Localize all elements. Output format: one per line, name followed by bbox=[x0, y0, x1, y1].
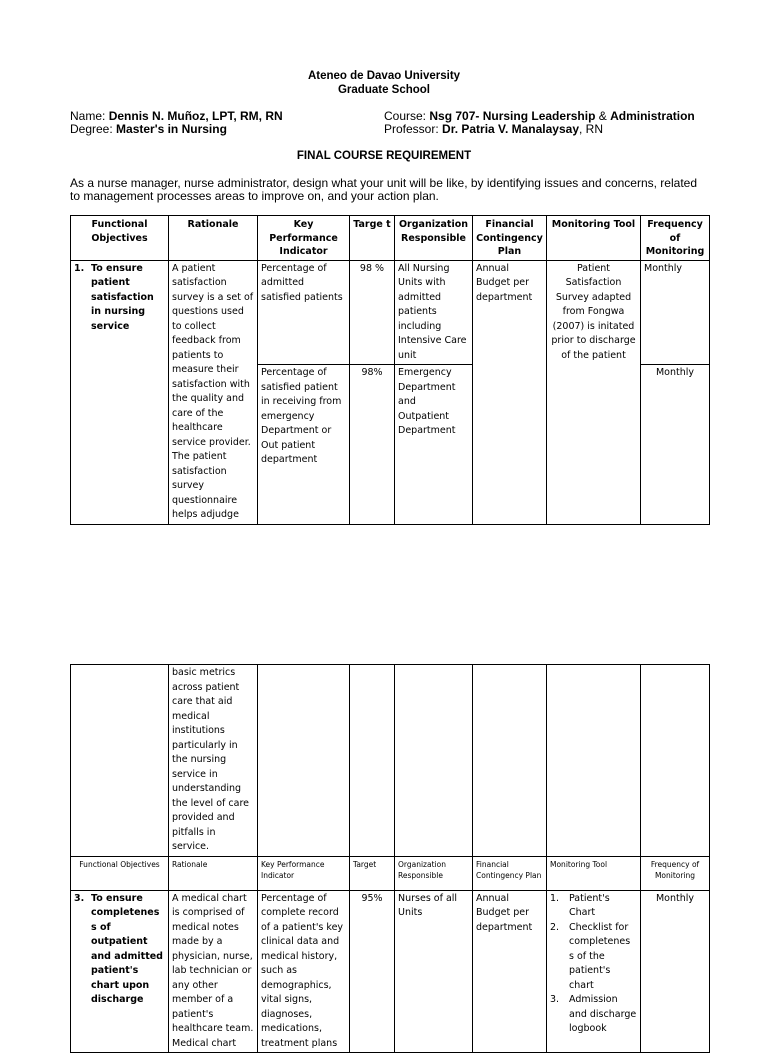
degree-line bbox=[70, 123, 227, 136]
monitoring-tool-cell bbox=[547, 890, 641, 1053]
header-cell: Rationale bbox=[169, 856, 258, 890]
table-row bbox=[71, 665, 710, 857]
course-label: Course: bbox=[384, 109, 430, 123]
header-cell: Targe t bbox=[350, 216, 395, 261]
objective-cell bbox=[71, 890, 169, 1053]
header-cell: Functional Objectives bbox=[71, 216, 169, 261]
professor-suffix: , RN bbox=[579, 122, 604, 136]
degree-value: Master's in Nursing bbox=[116, 122, 227, 136]
financial-plan-cell: Annual Budget per department bbox=[473, 260, 547, 524]
header-cell: Monitoring Tool bbox=[547, 216, 641, 261]
table-header-row bbox=[71, 216, 710, 261]
frequency-cell: Monthly bbox=[641, 365, 710, 524]
monitoring-tool-list bbox=[550, 892, 637, 1037]
header-cell: Functional Objectives bbox=[71, 856, 169, 890]
header-cell: Target bbox=[350, 856, 395, 890]
kpi-cell: Percentage of satisfied patient in receiving from emergency Department or Out patient department bbox=[258, 365, 350, 524]
empty-cell bbox=[641, 665, 710, 857]
empty-cell bbox=[473, 665, 547, 857]
course-value-b: Administration bbox=[610, 109, 695, 123]
rationale-continued-cell: basic metrics across patient care that aid medical institutions particularly in the nursing service in understanding the level of care provided and pitfalls in service. bbox=[169, 665, 258, 857]
course-amp: & bbox=[595, 109, 611, 123]
action-plan-table-1 bbox=[70, 215, 710, 525]
kpi-cell: Percentage of admitted satisfied patients bbox=[258, 260, 350, 365]
financial-plan-cell: Annual Budget per department bbox=[473, 890, 547, 1053]
degree-label: Degree: bbox=[70, 122, 117, 136]
university-name: Ateneo de Davao University bbox=[307, 70, 461, 82]
professor-label: Professor: bbox=[384, 122, 443, 136]
objective-text: To ensure completenes s of outpatient and admitted patient's chart upon discharge bbox=[91, 892, 163, 1005]
name-label: Name: bbox=[70, 109, 109, 123]
frequency-cell: Monthly bbox=[641, 260, 710, 365]
target-cell: 98% bbox=[350, 365, 395, 524]
list-item: 3. Admission and discharge logbook bbox=[550, 994, 637, 1034]
target-cell: 98 % bbox=[350, 260, 395, 365]
header-cell: Frequency of Monitoring bbox=[641, 216, 710, 261]
empty-cell bbox=[350, 665, 395, 857]
empty-cell bbox=[395, 665, 473, 857]
objective-number: 1. bbox=[74, 262, 85, 274]
header-cell: Organization Responsible bbox=[395, 216, 473, 261]
objective-text: To ensure patient satisfaction in nursing service bbox=[91, 262, 154, 332]
name-value: Dennis N. Muñoz, LPT, RM, RN bbox=[108, 109, 283, 123]
header-cell: Key Performance Indicator bbox=[258, 216, 350, 261]
kpi-cell: Percentage of complete record of a patient's key clinical data and medical history, such as demographics, vital signs, diagnoses, medications, treatment plans bbox=[258, 890, 350, 1053]
header-cell: Rationale bbox=[169, 216, 258, 261]
final-requirement-title: FINAL COURSE REQUIREMENT bbox=[296, 150, 472, 162]
professor-line bbox=[384, 123, 603, 136]
list-item: 1. Patient's Chart bbox=[550, 892, 610, 918]
header-cell: Key Performance Indicator bbox=[258, 856, 350, 890]
list-item: 2. Checklist for completenes s of the patient's chart bbox=[550, 921, 631, 991]
header-cell: Monitoring Tool bbox=[547, 856, 641, 890]
header-cell: Financial Contingency Plan bbox=[473, 216, 547, 261]
table-header-row bbox=[71, 856, 710, 890]
header-cell: Frequency of Monitoring bbox=[641, 856, 710, 890]
empty-cell bbox=[71, 665, 169, 857]
organization-cell: Nurses of all Units bbox=[395, 890, 473, 1053]
course-value: Nsg 707- Nursing Leadership bbox=[429, 109, 596, 123]
empty-cell bbox=[258, 665, 350, 857]
empty-cell bbox=[547, 665, 641, 857]
professor-value: Dr. Patria V. Manalaysay bbox=[442, 122, 580, 136]
target-cell: 95% bbox=[350, 890, 395, 1053]
table-row bbox=[71, 260, 710, 365]
header-cell: Financial Contingency Plan bbox=[473, 856, 547, 890]
rationale-cell: A patient satisfaction survey is a set of questions used to collect feedback from patients to measure their satisfaction with the quality and care of the healthcare service provider. The patient satisfaction survey questionnaire helps adjudge bbox=[169, 260, 258, 524]
rationale-cell: A medical chart is comprised of medical notes made by a physician, nurse, lab technician or any other member of a patient's healthcare team. Medical chart bbox=[169, 890, 258, 1053]
table-row bbox=[71, 890, 710, 1053]
objective-cell bbox=[71, 260, 169, 524]
header-cell: Organization Responsible bbox=[395, 856, 473, 890]
action-plan-table-2 bbox=[70, 664, 710, 1053]
organization-cell: Emergency Department and Outpatient Department bbox=[395, 365, 473, 524]
school-name: Graduate School bbox=[337, 84, 431, 96]
monitoring-tool-cell: Patient Satisfaction Survey adapted from Fongwa (2007) is initated prior to discharge of the patient bbox=[547, 260, 641, 524]
instructions-paragraph: As a nurse manager, nurse administrator, design what your unit will be like, by identifying issues and concerns, related to management processes areas to improve on, and your action plan. bbox=[70, 176, 697, 203]
frequency-cell: Monthly bbox=[641, 890, 710, 1053]
organization-cell: All Nursing Units with admitted patients including Intensive Care unit bbox=[395, 260, 473, 365]
objective-number: 3. bbox=[74, 892, 85, 904]
